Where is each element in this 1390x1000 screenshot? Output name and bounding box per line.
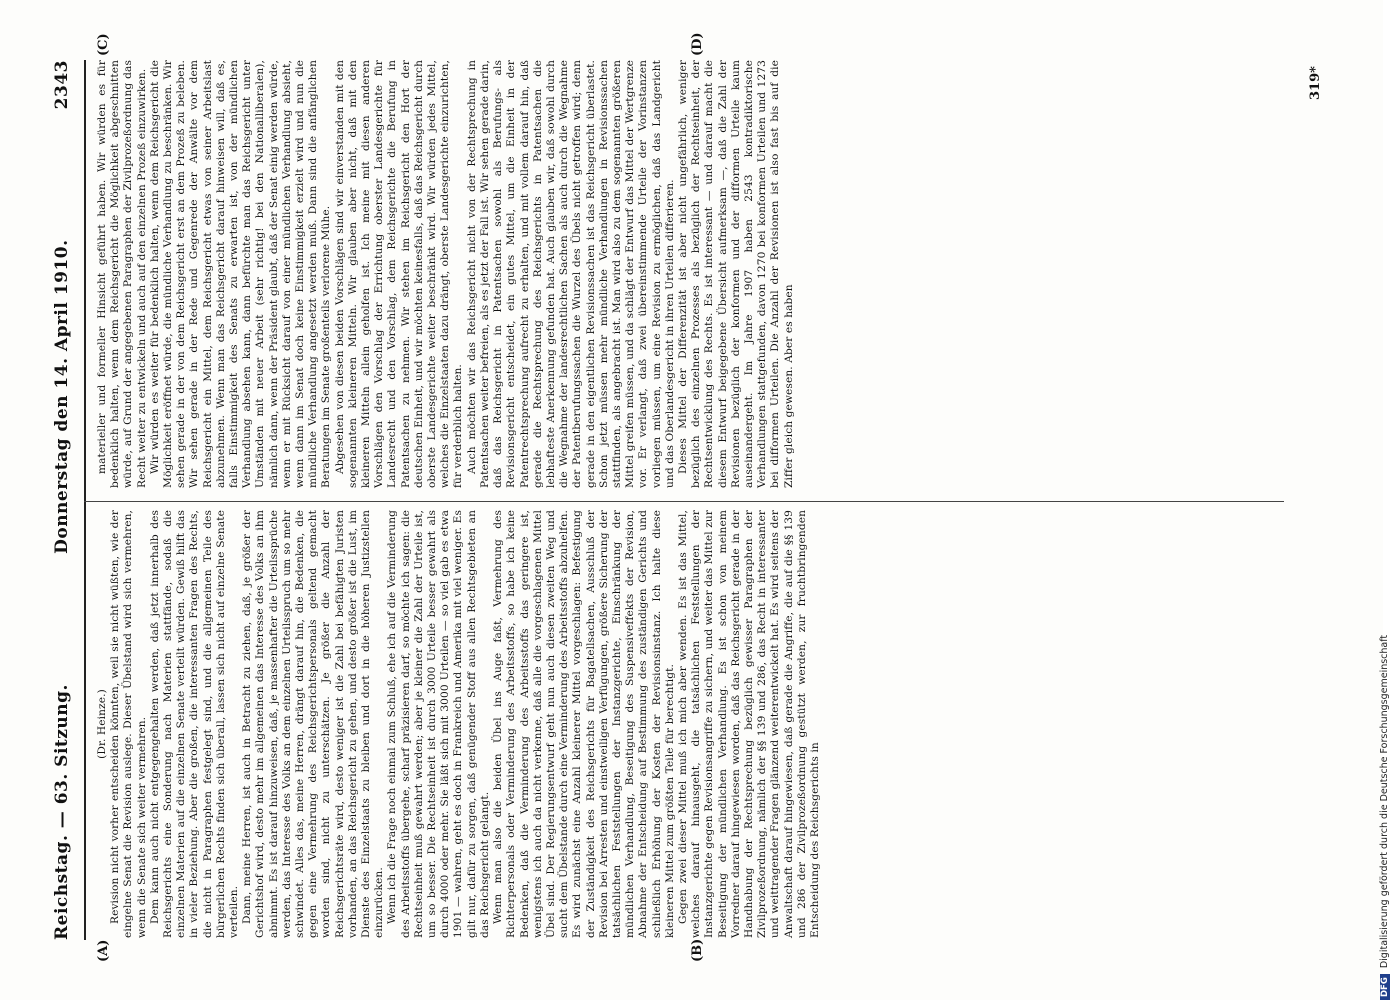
margin-marker-c: (C) (96, 33, 111, 56)
left-paragraph: Wenn man also die beiden Übel ins Auge faßt, Vermehrung des Richterpersonals oder Verminderung des Arbeitsstoffs, so habe ich keine Bedenken, daß die Verminderung des Arbeitsstoffs das geringere ist, wenigstens ich auch da nicht verkenne, daß alle die vorgeschlagenen Mittel Übel sind. Der Regierungsentwurf geht nun auch diesen zweiten Weg und sucht dem Übelstande durch eine Verminderung des Arbeitsstoffs abzuhelfen. Es wird zunächst eine Anzahl kleinerer Mittel vorgeschlagen: Befestigung der Zuständigkeit des Reichsgerichts für Bagatellsachen, Ausschluß der Revision bei Arresten und einstweiligen Verfügungen, größere Sicherung der tatsächlichen Feststellungen der Instanzgerichte, Einschränkung der mündlichen Verhandlung, Beseitigung des Suspensiveffekts der Revision, Abnahme der Entscheidung auf Bestimmung des zuständigen Gerichts und schließlich Erhöhung der Kosten der Revisionsinstanz. Ich halte diese kleineren Mittel zum größten Teile für berechtigt. (492, 510, 676, 938)
header-left-title: Reichstag. — 63. Sitzung. (52, 684, 72, 940)
right-paragraph: Abgesehen von diesen beiden Vorschlägen sind wir einverstanden mit den sogenannten kleineren Mitteln. Wir glauben aber nicht, daß mit den kleineren Mitteln allein geholfen ist. Ich meine mit diesen anderen Vorschlägen den Vorschlag der Errichtung oberster Landesgerichte für Landesrecht und den Vorschlag, dem Reichsgerichte die Berufung in Patentsachen zu nehmen. Wir stehen im Reichsgericht den Hort der deutschen Einheit, und wir möchten keinesfalls, daß das Reichsgericht durch oberste Landesgerichte weiter beschränkt wird. Wir würden jedes Mittel, welches die Einzelstaaten dazu drängt, oberste Landesgerichte einzurichten, für verderblich halten. (333, 60, 465, 488)
page-header (40, 60, 86, 940)
margin-marker-d: (D) (690, 32, 705, 56)
right-paragraph: Dieses Mittel der Differenzität ist aber nicht ungefährlich, weniger bezüglich des einzelnen Prozesses als bezüglich der Rechtseinheit, der Rechtsentwicklung des Rechts. Es ist interessant — und darauf macht die diesem Entwurf beigegebene Übersicht aufmerksam —, daß die Zahl der Revisionen bezüglich der konformen und der difformen Urteile kaum auseinandergeht. Im Jahre 1907 haben 2543 kontradiktorische Verhandlungen stattgefunden, davon 1270 bei konformen Urteilen und 1273 bei difformen Urteilen. Die Anzahl der Revisionen ist also fast bis auf die Ziffer gleich gewesen. Aber es haben (676, 60, 795, 488)
left-paragraph: Dann, meine Herren, ist auch in Betracht zu ziehen, daß, je größer der Gerichtshof wird, desto mehr im allgemeinen das Interesse des Volks an ihm abnimmt. Es ist darauf hinzuweisen, daß, je massenhafter die Urteilssprüche werden, das Interesse des Volks an dem einzelnen Urteilsspruch um so mehr schwindet. Alles das, meine Herren, drängt darauf hin, die Bedenken, die gegen eine Vermehrung des Reichsgerichtspersonals geltend gemacht worden sind, nicht zu unterschätzen. Je größer die Anzahl der Reichsgerichtsräte wird, desto weniger ist die Zahl bei befähigten Juristen vorhanden, an das Reichsgericht zu gehen, und desto größer ist die Lust, im Dienste des Einzelstaats zu bleiben und dort in die höheren Justizstellen einzurücken. (241, 510, 386, 938)
page-number: 2343 (52, 60, 72, 110)
right-paragraph: Auch möchten wir das Reichsgericht nicht von der Rechtsprechung in Patentsachen weiter befreien, als es jetzt der Fall ist. Wir sehen gerade darin, daß das Reichsgericht in Patentsachen sowohl als Berufungs- als Revisionsgericht entscheidet, ein gutes Mittel, um die Einheit in der Patentrechtsprechung aufrecht zu erhalten, und mit vollem darauf hin, daß gerade die Rechtsprechung des Reichsgerichts in Patentsachen die lebhafteste Anerkennung gefunden hat. Auch glauben wir, daß sowohl durch die Wegnahme der landesrechtlichen Sachen als auch durch die Wegnahme der Patentberufungssachen die Wurzel des Übels nicht getroffen wird; denn gerade in den eigentlichen Revisionssachen ist das Reichsgericht überlastet. Schon jetzt müssen mehr mündliche Verhandlungen in Revisionssachen stattfinden, als angebracht ist. Man wird also zu dem sogenannten größeren Mittel greifen müssen, und da schlägt der Entwurf das Mittel der Wertgrenze vor. Er verlangt, daß zwei übereinstimmende Urteile der Vorinstanzen vorliegen müssen, um eine Revision zu ermöglichen, daß das Landgericht und das Oberlandesgericht in ihren Urteilen differieren. (465, 60, 676, 488)
dfg-logo: DFG (1380, 974, 1390, 1000)
margin-marker-a: (A) (96, 939, 111, 962)
right-paragraph: materieller und formeller Hinsicht geführt haben. Wir würden es für bedenklich halten, wenn dem Reichsgericht die Möglichkeit abgeschnitten würde, auf Grund der angegebenen Paragraphen der Zivilprozeßordnung das Recht weiter zu entwickeln und auch auf den einzelnen Prozeß einzuwirken. (96, 60, 148, 488)
margin-marker-b: (B) (690, 938, 705, 962)
left-column (96, 510, 1286, 938)
signature-mark: 319* (1308, 66, 1323, 100)
digitization-text: Digitalisierung gefördert durch die Deutsche Forschungsgemeinschaft (1379, 634, 1390, 969)
right-paragraph: Wir würden es weiter für bedenklich halten, wenn dem Reichsgericht die Möglichkeit eröffnet würde, die mündliche Verhandlung zu beschränken. Wir sehen gerade in der von dem Reichsgericht erst an dem Prozeß zu beleben. Wir sehen gerade in der Rede und Gegenrede der Anwälte vor dem Reichsgericht ein Mittel, dem Reichsgericht etwas von seiner Arbeitslast abzunehmen. Wenn man das Reichsgericht darauf hinweisen will, daß es, falls Einstimmigkeit des Senats zu erwarten ist, von der mündlichen Verhandlung absehen kann, dann befürchte man das Reichsgericht unter Umständen mit neuer Arbeit (sehr richtig! bei den Nationalliberalen), nämlich dann, wenn der Präsident glaubt, daß der Senat einig werden würde, wenn er mit Rücksicht darauf von einer mündlichen Verhandlung absieht, wenn dann im Senat doch keine Einstimmigkeit erzielt wird und nun die mündliche Verhandlung angesetzt werden muß. Dann sind die anfänglichen Beratungen im Senate großenteils verlorene Mühe. (148, 60, 333, 488)
left-paragraph: Dem kann auch nicht entgegengehalten werden, daß jetzt innerhalb des Reichsgerichts eine Sonderung nach Materien stattfände, sodaß die einzelnen Materien auf die einzelnen Senate verteilt würden. Gewiß hilft das in vieler Beziehung. Aber die großen, die interessanten Fragen des Rechts, die nicht in Paragraphen festgelegt sind, und die allgemeinen Teile des bürgerlichen Rechts finden sich überall, lassen sich nicht auf einzelne Senate verteilen. (148, 510, 241, 938)
left-paragraph: Wenn ich die Frage noch einmal zum Schluß, ehe ich auf die Verminderung des Arbeitsstoffs übergehe, scharf präzisieren darf, so möchte ich sagen: die Rechtseinheit muß gewahrt werden; aber je kleiner die Zahl der Urteile ist, um so besser. Die Rechtseinheit ist durch 3000 Urteile besser gewahrt als durch 4000 oder mehr. Sie läßt sich mit 3000 Urteilen — so viel gab es etwa 1901 — wahren, geht es doch in Frankreich und Amerika mit viel weniger. Es gilt nur, dafür zu sorgen, daß genügender Stoff aus allen Rechtsgebieten an das Reichsgericht gelangt. (386, 510, 491, 938)
left-paragraph: Gegen zwei dieser Mittel muß ich mich aber wenden. Es ist das Mittel, welches darauf hinausgeht, die tatsächlichen Feststellungen der Instanzgerichte gegen Revisionsangriffe zu sichern, und weiter das Mittel zur Beseitigung der mündlichen Verhandlung. Es ist schon von meinem Vorredner darauf hingewiesen worden, daß das Reichsgericht gerade in der Handhabung der Rechtsprechung bezüglich gewisser Paragraphen der Zivilprozeßordnung, nämlich der §§ 139 und 286, das Recht in interessanter und weittragender Fragen glänzend weiterentwickelt hat. Es wird seitens der Anwaltschaft darauf hingewiesen, daß gerade die Angriffe, die auf die §§ 139 und 286 der Zivilprozeßordnung gestützt werden, zur fruchtbringenden Entscheidung des Reichsgerichts in (676, 510, 821, 938)
speaker-label: (Dr. Heinze.) (96, 689, 108, 759)
digitization-note (1365, 0, 1390, 1000)
header-date: Donnerstag den 14. April 1910. (52, 239, 72, 554)
column-divider (84, 501, 1284, 502)
left-paragraph: Revision nicht vorher entscheiden könnten, weil sie nicht wüßten, wie der eingelne Senat die Revision auslege. Dieser Übelstand wird sich vermehren, wenn die Senate sich weiter vermehren. (109, 510, 148, 938)
right-column (96, 60, 1286, 488)
